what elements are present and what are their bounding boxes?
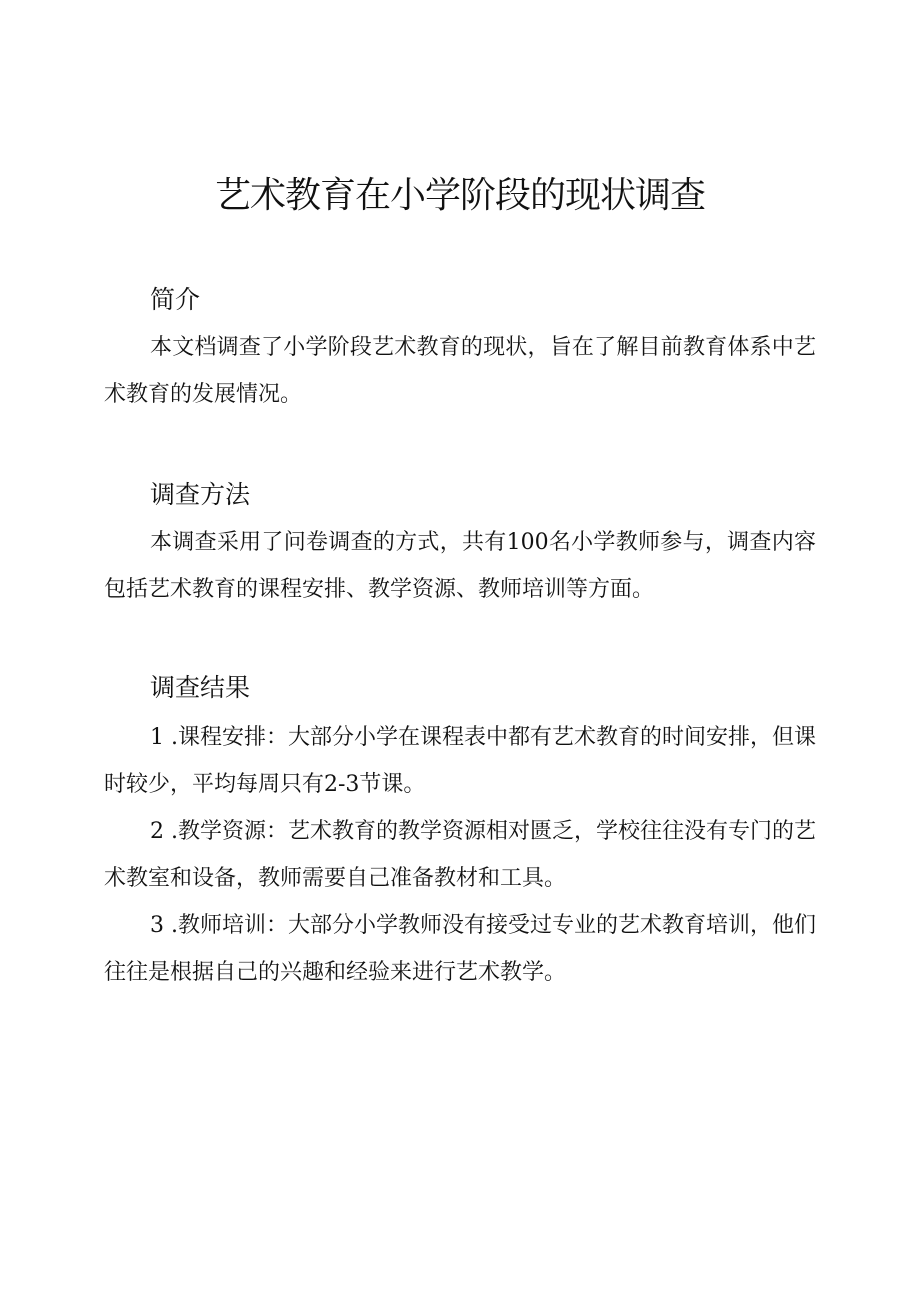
result-item-2: 2 .教学资源：艺术教育的教学资源相对匮乏，学校往往没有专门的艺术教室和设备，教师需要自己准备教材和工具。 — [104, 819, 816, 891]
result-item-3: 3 .教师培训：大部分小学教师没有接受过专业的艺术教育培训，他们往往是根据自己的兴趣和经验来进行艺术教学。 — [104, 913, 816, 985]
intro-paragraph: 本文档调查了小学阶段艺术教育的现状，旨在了解目前教育体系中艺术教育的发展情况。 — [104, 335, 816, 407]
document-title: 艺术教育在小学阶段的现状调查 — [214, 175, 705, 216]
section-heading-intro: 简介 — [150, 285, 201, 314]
method-paragraph: 本调查采用了问卷调查的方式，共有100名小学教师参与，调查内容包括艺术教育的课程安排、教学资源、教师培训等方面。 — [104, 530, 816, 602]
result-item-1: 1 .课程安排：大部分小学在课程表中都有艺术教育的时间安排，但课时较少，平均每周只有2-3节课。 — [104, 725, 816, 797]
section-heading-method: 调查方法 — [150, 480, 251, 509]
section-heading-results: 调查结果 — [150, 673, 251, 702]
